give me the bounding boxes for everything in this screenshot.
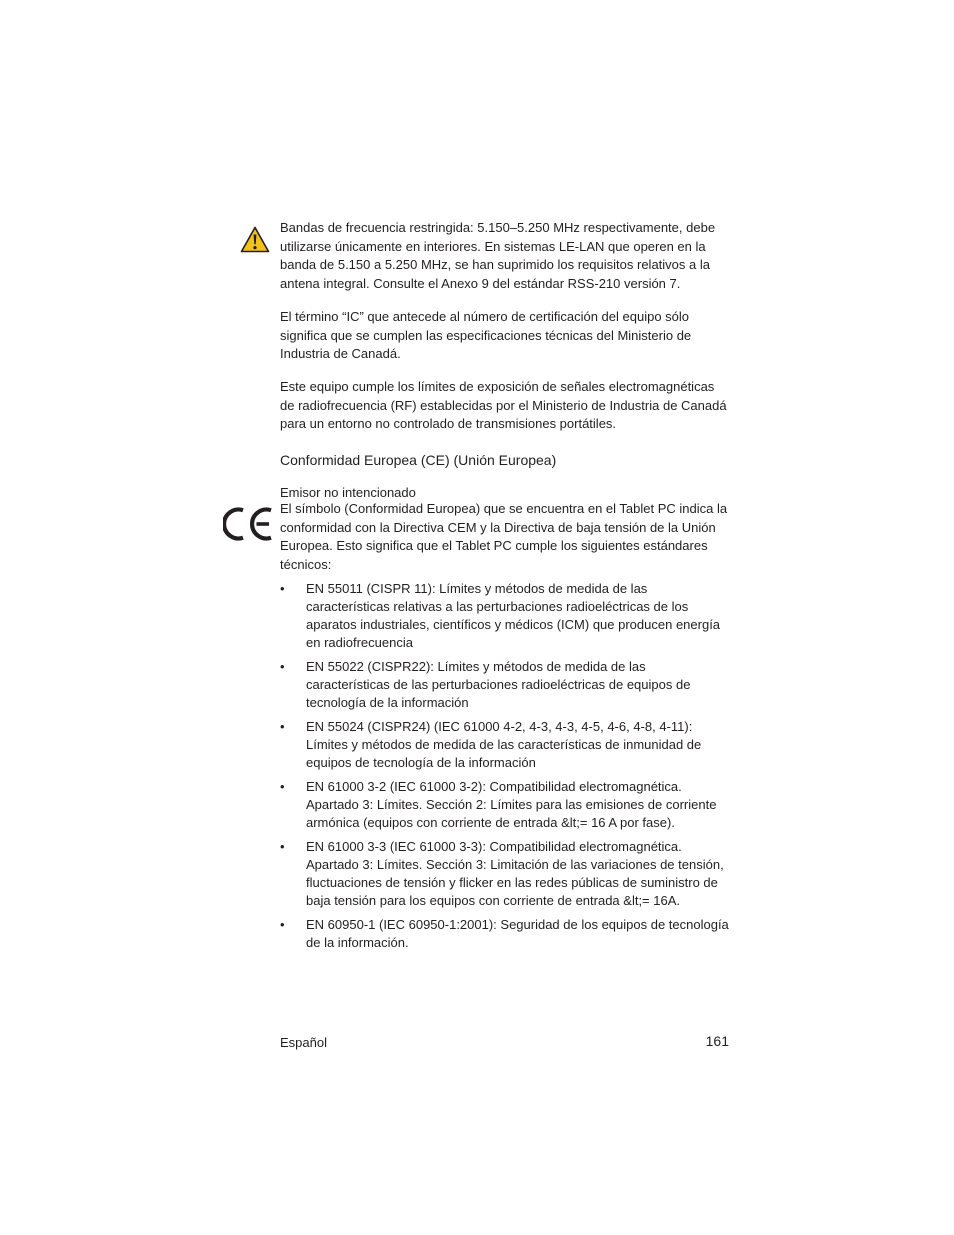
ic-term-paragraph: El término “IC” que antecede al número de certificación del equipo sólo significa que se cumplen las especificaciones técnicas del Ministerio de Industria de Canadá. bbox=[280, 309, 692, 362]
bullet-icon: • bbox=[280, 719, 285, 734]
bullet-icon: • bbox=[280, 779, 285, 794]
list-item-text: EN 55024 (CISPR24) (IEC 61000 4-2, 4-3, 4-3, 4-5, 4-6, 4-8, 4-11): Límites y métodos de medida de las características de inmunidad de equipos de tecnología de la información bbox=[306, 719, 702, 770]
standards-list bbox=[280, 580, 732, 958]
ce-intro-paragraph: El símbolo (Conformidad Europea) que se encuentra en el Tablet PC indica la conformidad con la Directiva CEM y la Directiva de baja tensión de la Unión Europea. Esto significa que el Tablet PC cumple los siguientes estándares técnicos: bbox=[280, 501, 728, 572]
bullet-icon: • bbox=[280, 581, 285, 596]
ce-section-heading: Conformidad Europea (CE) (Unión Europea) bbox=[280, 452, 557, 468]
warning-triangle-icon bbox=[240, 226, 270, 253]
warning-paragraph: Bandas de frecuencia restringida: 5.150–5.250 MHz respectivamente, debe utilizarse únicamente en interiores. En sistemas LE-LAN que operen en la banda de 5.150 a 5.250 MHz, se han suprimido los requisitos relativos a la antena integral. Consulte el Anexo 9 del estándar RSS-210 versión 7. bbox=[280, 220, 716, 291]
bullet-icon: • bbox=[280, 839, 285, 854]
list-item-text: EN 55022 (CISPR22): Límites y métodos de medida de las características de las perturbaciones radioeléctricas de equipos de tecnología de la información bbox=[306, 659, 691, 710]
list-item-text: EN 61000 3-2 (IEC 61000 3-2): Compatibilidad electromagnética. Apartado 3: Límites. Sección 2: Límites para las emisiones de corriente armónica (equipos con corriente de entrada &lt;= 16 A por fase). bbox=[306, 779, 717, 830]
list-item bbox=[280, 580, 732, 652]
list-item bbox=[280, 838, 732, 910]
ce-subheading: Emisor no intencionado bbox=[280, 485, 416, 500]
list-item bbox=[280, 916, 732, 952]
bullet-icon: • bbox=[280, 917, 285, 932]
list-item bbox=[280, 778, 732, 832]
ce-mark-icon bbox=[223, 506, 275, 542]
list-item bbox=[280, 718, 732, 772]
list-item-text: EN 60950-1 (IEC 60950-1:2001): Seguridad de los equipos de tecnología de la información. bbox=[306, 917, 729, 950]
footer-language: Español bbox=[280, 1035, 327, 1050]
list-item-text: EN 55011 (CISPR 11): Límites y métodos de medida de las características relativas a las perturbaciones radioeléctricas de los aparatos industriales, científicos y médicos (ICM) que producen energía en radiofrecuencia bbox=[306, 581, 721, 650]
page-number: 161 bbox=[705, 1033, 729, 1049]
list-item bbox=[280, 658, 732, 712]
bullet-icon: • bbox=[280, 659, 285, 674]
exposure-paragraph: Este equipo cumple los límites de exposición de señales electromagnéticas de radiofrecuencia (RF) establecidas por el Ministerio de Industria de Canadá para un entorno no controlado de transmisiones portátiles. bbox=[280, 379, 727, 432]
list-item-text: EN 61000 3-3 (IEC 61000 3-3): Compatibilidad electromagnética. Apartado 3: Límites. Sección 3: Limitación de las variaciones de tensión, fluctuaciones de tensión y flicker en las redes públicas de suministro de baja tensión para los equipos con corriente de entrada &lt;= 16A. bbox=[306, 839, 724, 908]
